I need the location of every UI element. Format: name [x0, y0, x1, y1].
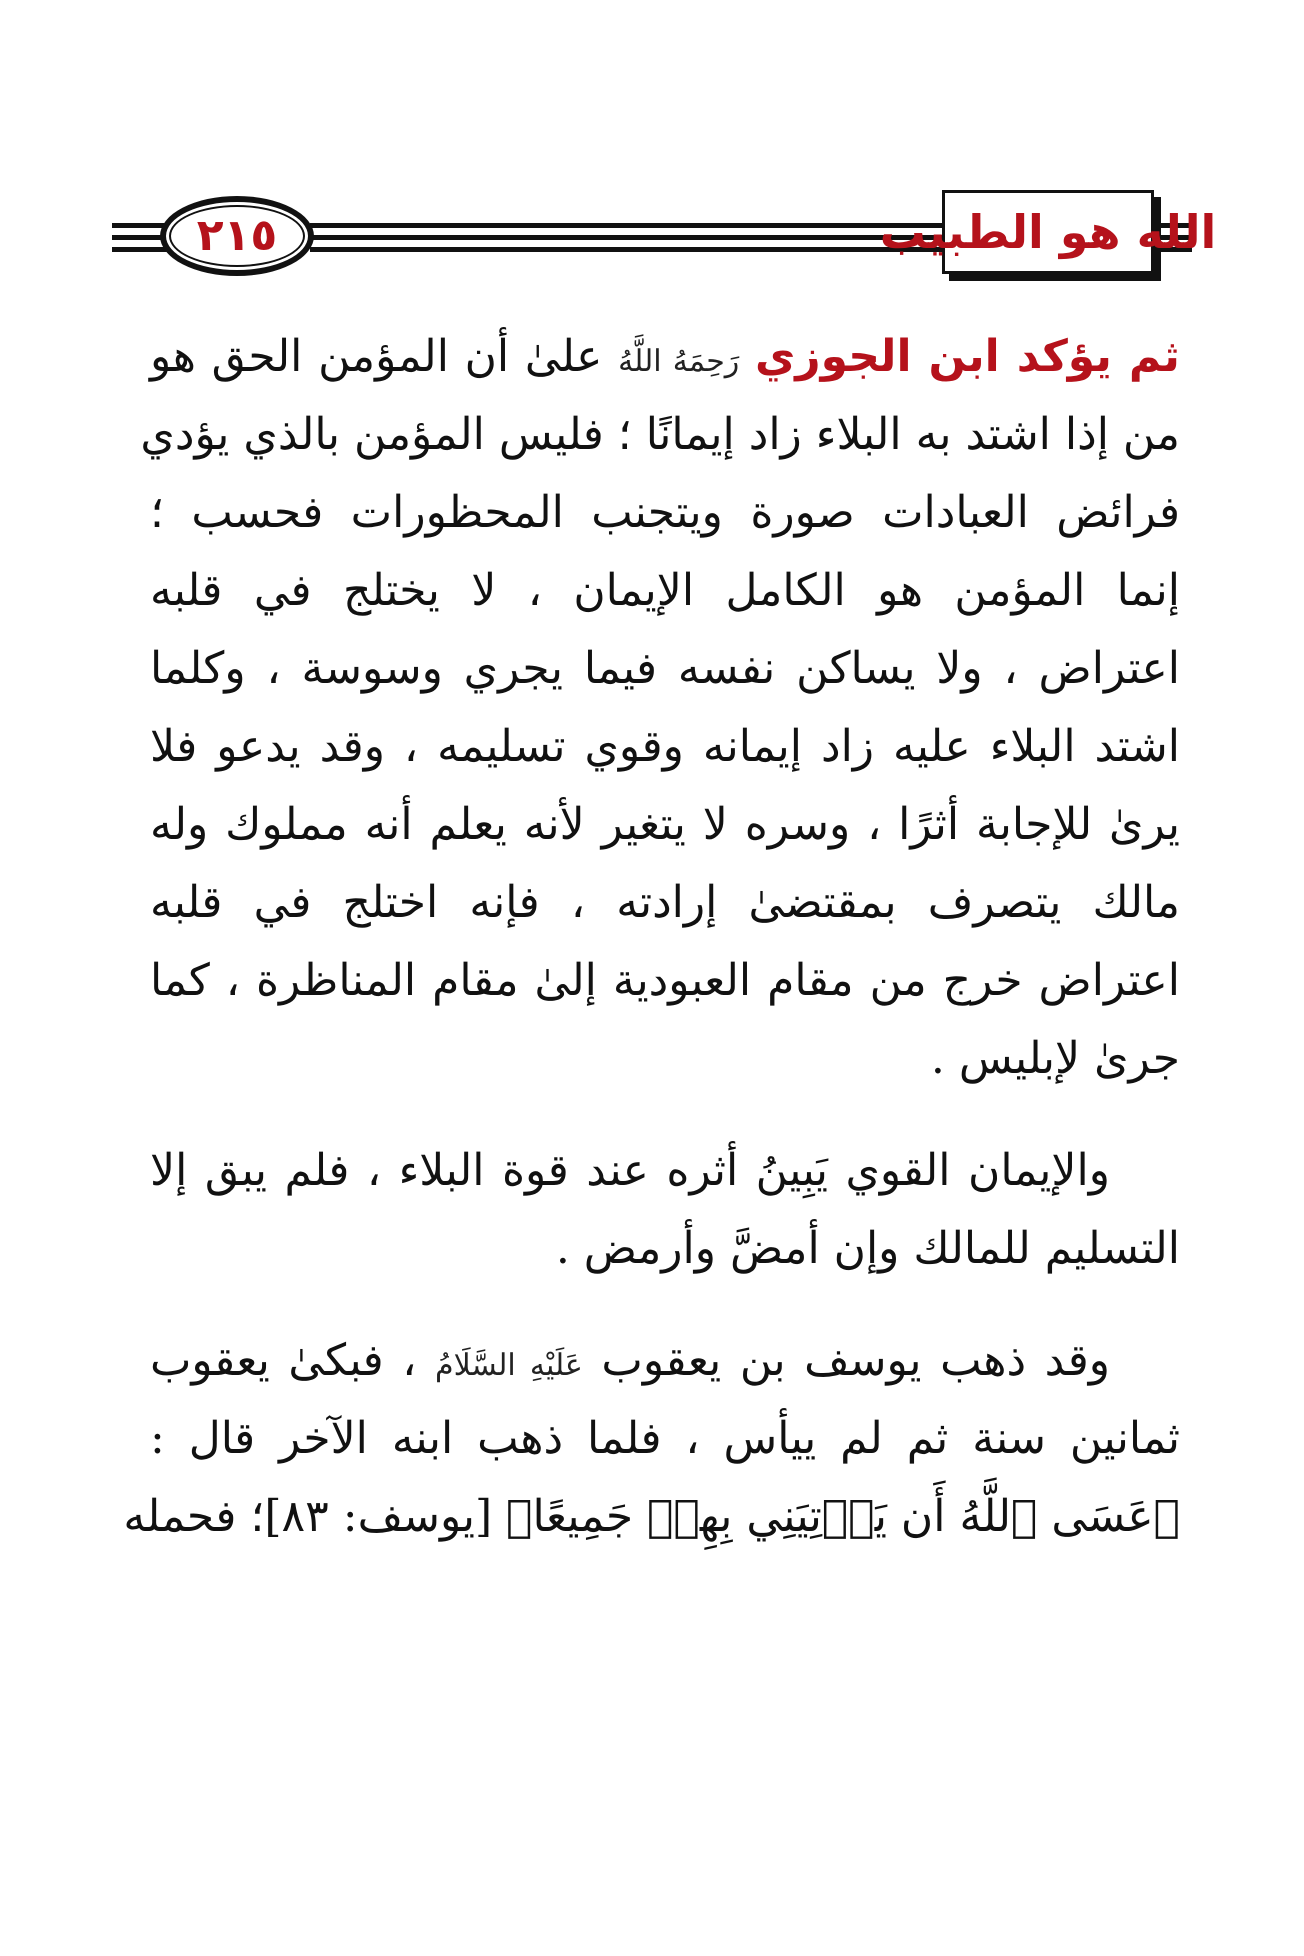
text-line: إنما المؤمن هو الكامل الإيمان ، لا يختلج في قلبه: [150, 565, 1180, 616]
header-rule: [310, 247, 948, 252]
chapter-title-box: [879, 190, 1217, 274]
page-number: ٢١٥: [196, 210, 278, 261]
text-line: ثمانين سنة ثم لم ييأس ، فلما ذهب ابنه الآخر قال :: [150, 1413, 1180, 1464]
text-line: فرائض العبادات صورة ويتجنب المحظورات فحسب ؛: [150, 487, 1180, 538]
text-line: [150, 1322, 1180, 1400]
text-line: اشتد البلاء عليه زاد إيمانه وقوي تسليمه ، وقد يدعو فلا: [150, 721, 1180, 772]
text-line: اعتراض ، ولا يساكن نفسه فيما يجري وسوسة ، وكلما: [150, 643, 1180, 694]
paragraph-gap: [150, 1288, 1180, 1322]
page-number-oval: [160, 196, 314, 276]
honorific-glyph: عَلَيْهِ السَّلَامُ: [435, 1348, 583, 1383]
line-text: ، فبكىٰ يعقوب: [150, 1335, 417, 1386]
line-text: علىٰ أن المؤمن الحق هو: [150, 331, 603, 382]
text-line: [150, 318, 1180, 396]
text-line: [123, 1478, 1180, 1556]
text-line: يرىٰ للإجابة أثرًا ، وسره لا يتغير لأنه يعلم أنه مملوك وله: [150, 799, 1180, 850]
line-text: وقد ذهب يوسف بن يعقوب: [601, 1335, 1111, 1386]
text-line: التسليم للمالك وإن أمضَّ وأرمض .: [555, 1223, 1180, 1274]
paragraph-gap: [150, 1098, 1180, 1132]
text-line: جرىٰ لإبليس .: [930, 1033, 1180, 1084]
body-text: [123, 318, 1180, 1556]
text-line: مالك يتصرف بمقتضىٰ إرادته ، فإنه اختلج في قلبه: [150, 877, 1180, 928]
text-line: من إذا اشتد به البلاء زاد إيمانًا ؛ فليس المؤمن بالذي يؤدي: [140, 409, 1180, 460]
chapter-title: الله هو الطبيب: [879, 205, 1217, 259]
honorific-glyph: رَحِمَهُ اللَّهُ: [618, 344, 740, 379]
page-header: [112, 190, 1217, 282]
text-line: اعتراض خرج من مقام العبودية إلىٰ مقام المناظرة ، كما: [150, 955, 1180, 1006]
highlighted-phrase: ثم يؤكد ابن الجوزي: [754, 331, 1180, 382]
header-rule: [310, 235, 948, 240]
verse-reference: [يوسف: ٨٣]؛: [250, 1491, 493, 1542]
text-line: والإيمان القوي يَبِينُ أثره عند قوة البلاء ، فلم يبق إلا: [150, 1145, 1110, 1196]
quran-verse: ﴿عَسَى ٱللَّهُ أَن يَأۡتِيَنِي بِهِمۡ جَمِيعًا﴾: [506, 1491, 1180, 1542]
line-text: فحمله: [123, 1491, 237, 1542]
header-rule: [310, 223, 948, 228]
